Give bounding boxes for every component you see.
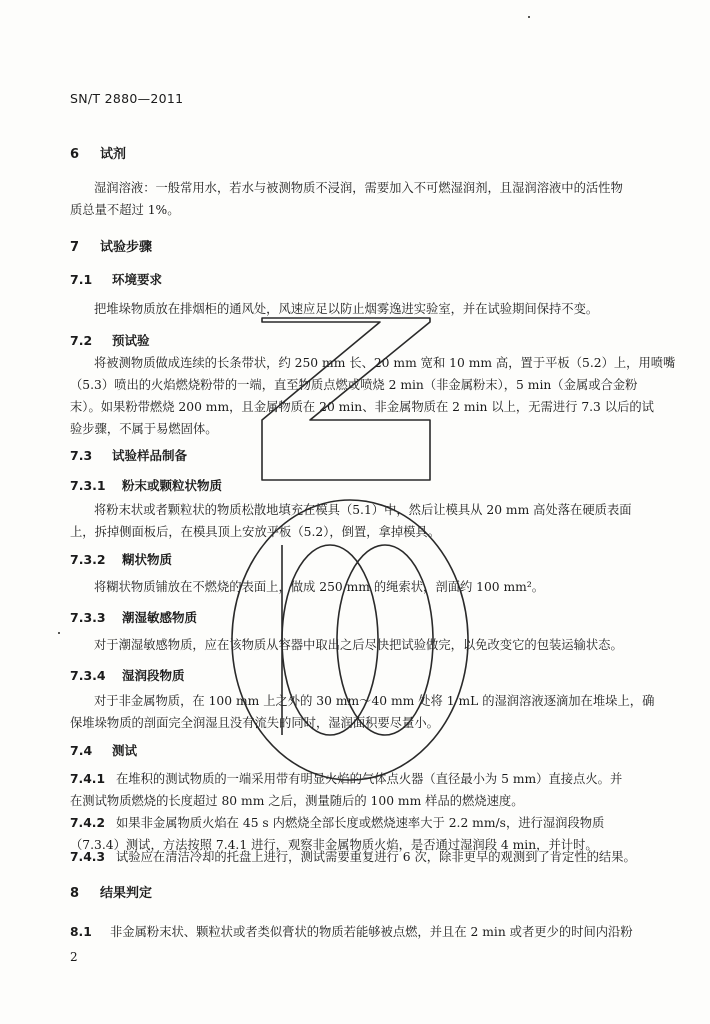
scan-speck	[58, 632, 60, 634]
section-7-4-heading	[70, 741, 137, 759]
section-title: 预试验	[112, 333, 150, 348]
section-7-3-3-paragraph	[70, 634, 623, 656]
section-7-3-3-heading	[70, 608, 197, 626]
paragraph-line: 在测试物质燃烧的长度超过 80 mm 之后，测量随后的 100 mm 样品的燃烧速度。	[70, 794, 524, 808]
paragraph-line	[70, 768, 622, 790]
clause-number: 7.4.3	[70, 850, 106, 864]
section-number: 7	[70, 240, 80, 255]
section-6-paragraph	[70, 177, 623, 221]
paragraph-line: 把堆垛物质放在排烟柜的通风处，风速应足以防止烟雾逸进实验室，并在试验期间保持不变。	[94, 302, 599, 316]
section-title: 试验步骤	[100, 240, 153, 255]
paragraph-line: 对于潮湿敏感物质，应在该物质从容器中取出之后尽快把试验做完，以免改变它的包装运输状态。	[94, 638, 623, 652]
paragraph-line: 验步骤，不属于易燃固体。	[70, 422, 218, 436]
paragraph-line: 将被测物质做成连续的长条带状，约 250 mm 长、20 mm 宽和 10 mm 高，置于平板（5.2）上，用喷嘴	[94, 356, 676, 370]
section-7-3-1-heading	[70, 476, 222, 494]
section-6-heading	[70, 143, 126, 162]
clause-text: 在堆积的测试物质的一端采用带有明显火焰的气体点火器（直径最小为 5 mm）直接点火。并	[116, 772, 623, 786]
standard-number: SN/T 2880—2011	[70, 91, 184, 106]
section-7-2-paragraph	[70, 352, 675, 440]
section-7-3-4-heading	[70, 666, 185, 684]
page-number: 2	[70, 950, 78, 964]
clause-number: 8.1	[70, 925, 92, 939]
clause-text: 非金属粉末状、颗粒状或者类似膏状的物质若能够被点燃，并且在 2 min 或者更少的时间内沿粉	[110, 925, 633, 939]
clause-text: 如果非金属物质火焰在 45 s 内燃烧全部长度或燃烧速率大于 2.2 mm/s，进行湿润段物质	[116, 816, 605, 830]
section-7-1-paragraph	[70, 298, 598, 320]
clause-text: 试验应在清洁冷却的托盘上进行，测试需要重复进行 6 次，除非更早的观测到了肯定性的结果。	[116, 850, 636, 864]
section-number: 7.3.3	[70, 610, 106, 625]
section-title: 湿润段物质	[122, 668, 185, 683]
paragraph-line: 湿润溶液：一般常用水，若水与被测物质不浸润，需要加入不可燃湿润剂，且湿润溶液中的活性物	[94, 181, 623, 195]
section-title: 粉末或颗粒状物质	[122, 478, 223, 493]
section-7-3-2-paragraph	[70, 576, 544, 598]
section-number: 7.3	[70, 448, 93, 463]
paragraph-line	[70, 846, 636, 868]
clause-number: 7.4.1	[70, 772, 106, 786]
section-number: 7.4	[70, 743, 93, 758]
paragraph-line: 上，拆掉侧面板后，在模具顶上安放平板（5.2），倒置，拿掉模具。	[70, 525, 441, 539]
section-number: 7.3.2	[70, 552, 106, 567]
paragraph-line: 将糊状物质铺放在不燃烧的表面上，做成 250 mm 的绳索状，剖面约 100 mm²。	[94, 580, 545, 594]
section-title: 试验样品制备	[112, 448, 188, 463]
section-title: 糊状物质	[122, 552, 173, 567]
paragraph-line: 将粉末状或者颗粒状的物质松散地填充在模具（5.1）中，然后让模具从 20 mm 高处落在硬质表面	[94, 503, 632, 517]
clause-number: 7.4.2	[70, 816, 106, 830]
section-number: 7.1	[70, 272, 93, 287]
paragraph-line: 对于非金属物质，在 100 mm 上之外的 30 mm～40 mm 处将 1 mL 的湿润溶液逐滴加在堆垛上，确	[94, 694, 655, 708]
paragraph-line: （7.3.4）测试，方法按照 7.4.1 进行，观察非金属物质火焰，是否通过湿润段 4 min，并计时。	[70, 838, 598, 852]
section-title: 结果判定	[100, 886, 153, 901]
paragraph-line: 末）。如果粉带燃烧 200 mm，且金属物质在 20 min、非金属物质在 2 min 以上，无需进行 7.3 以后的试	[70, 400, 654, 414]
section-7-3-heading	[70, 446, 187, 464]
section-title: 测试	[112, 743, 138, 758]
paragraph-line: 质总量不超过 1%。	[70, 203, 180, 217]
section-7-4-3-paragraph	[70, 846, 636, 868]
paragraph-line	[70, 921, 633, 943]
section-7-2-heading	[70, 331, 150, 349]
section-title: 环境要求	[112, 272, 163, 287]
section-7-4-1-paragraph	[70, 768, 622, 812]
section-number: 7.2	[70, 333, 93, 348]
paragraph-line: （5.3）喷出的火焰燃烧粉带的一端，直至物质点燃或喷烧 2 min（非金属粉末），5 min（金属或合金粉	[70, 378, 638, 392]
section-8-heading	[70, 882, 152, 901]
section-number: 8	[70, 886, 80, 901]
section-7-3-1-paragraph	[70, 499, 632, 543]
section-8-1-paragraph	[70, 921, 633, 943]
section-number: 6	[70, 147, 80, 162]
section-7-heading	[70, 236, 152, 255]
section-7-1-heading	[70, 270, 162, 288]
section-title: 试剂	[100, 147, 127, 162]
scan-speck	[528, 16, 530, 18]
section-number: 7.3.4	[70, 668, 106, 683]
section-7-3-4-paragraph	[70, 690, 654, 734]
paragraph-line	[70, 812, 604, 834]
paragraph-line: 保堆垛物质的剖面完全润湿且没有流失的同时，湿润面积要尽量小。	[70, 716, 439, 730]
section-number: 7.3.1	[70, 478, 106, 493]
section-7-3-2-heading	[70, 550, 172, 568]
section-title: 潮湿敏感物质	[122, 610, 198, 625]
